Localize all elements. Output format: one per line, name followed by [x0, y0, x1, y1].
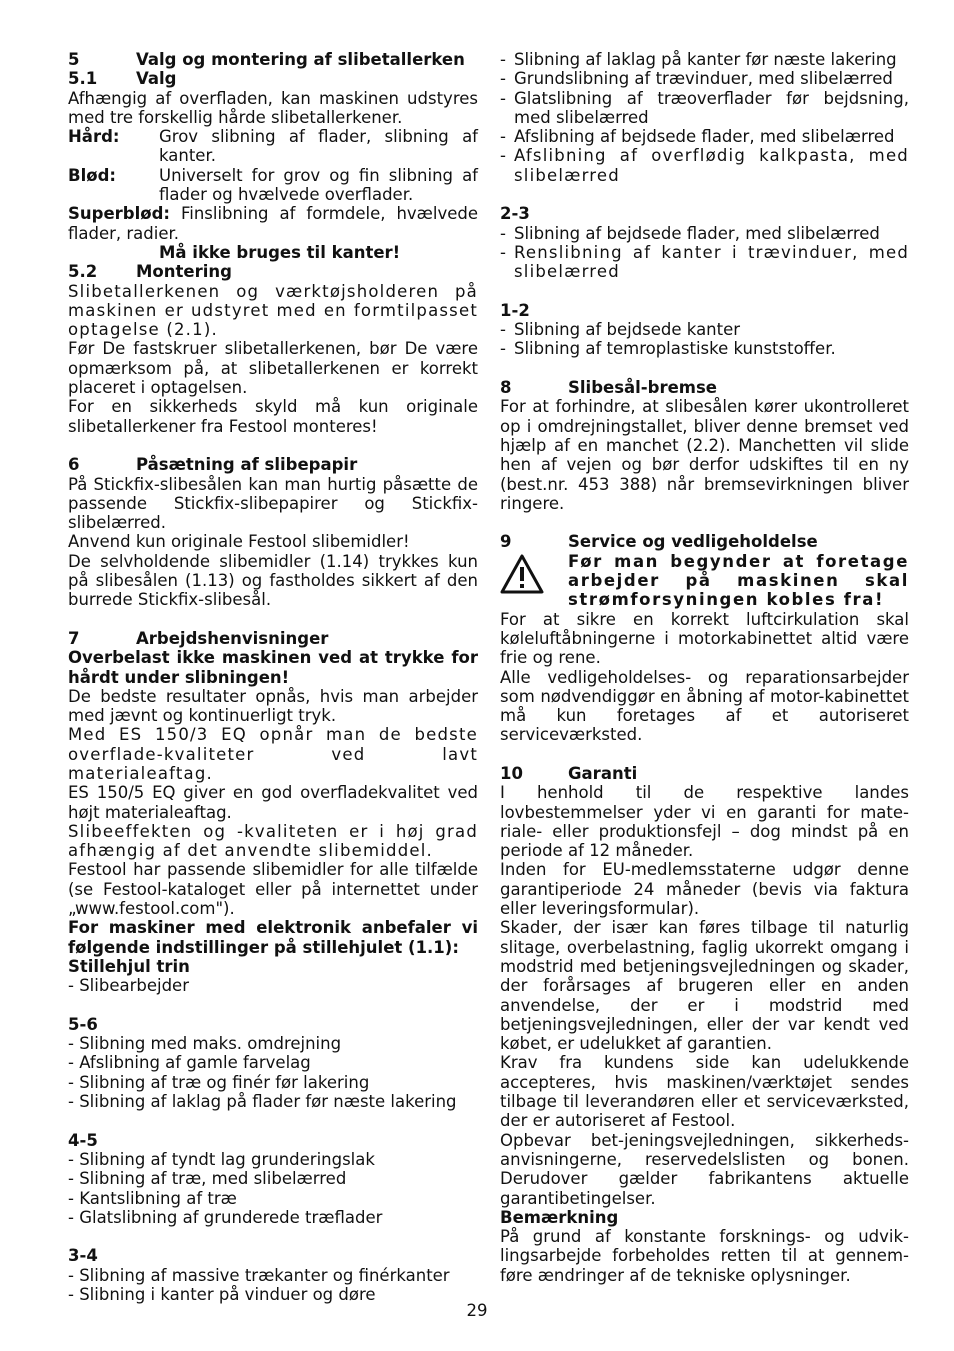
warning-block: [500, 552, 909, 610]
list-item: - Glatslibning af grunderede træflader: [68, 1207, 383, 1227]
definition-blod: [68, 166, 478, 205]
section-title: Slibesål-bremse: [568, 378, 717, 398]
section-number: 5.2: [68, 262, 98, 282]
paragraph: Afhængig af overfladen, kan maskinen udstyres med tre forskellig hårde slibetallerkener.: [68, 88, 478, 127]
page-number: 29: [466, 1301, 488, 1320]
definition: Finslibning af formdele, hvælvede flader, radier.: [68, 204, 478, 243]
section-number: 9: [500, 532, 512, 552]
definition: Grov slibning af flader, slibning af kanter.: [159, 127, 478, 166]
group-title: 1-2: [500, 300, 530, 320]
list-item: - Slibning af tyndt lag grunderingslak: [68, 1149, 375, 1169]
section-5-1-heading: [68, 69, 478, 88]
warning-text: Før man begynder at foretage arbejder på maskinen skal strømforsyningen kobles fra!: [568, 551, 909, 610]
group-title: 3-4: [68, 1246, 98, 1266]
paragraph: De selvholdende slibemidler (1.14) trykkes kun på slibesålen (1.13) og fastholdes sikkert af den burrede Stickfix-slibesål.: [68, 551, 478, 610]
left-column: [68, 50, 478, 1304]
warning-triangle-icon: [500, 552, 568, 610]
paragraph: ES 150/5 EQ giver en god overfladekvalitet ved højt materialeaftag.: [68, 783, 478, 822]
section-6-heading: [68, 455, 478, 474]
paragraph: Inden for EU-medlemsstaterne udgør denne garantiperiode 24 måneder (bevis via faktura eller leveringsformular).: [500, 860, 909, 919]
list-item: - Slibning af laklag på kanter før næste lakering: [500, 50, 909, 69]
list-item: - Slibning af bejdsede kanter: [500, 320, 909, 339]
paragraph: Før De fastskruer slibetallerkenen, bør De være opmærksom på, at slibetallerkenen er korrekt placeret i optagelsen.: [68, 339, 478, 398]
list-item: - Afslibning af gamle farvelag: [68, 1053, 311, 1073]
section-number: 8: [500, 378, 512, 398]
list-item-text: Afslibning af bejdsede flader, med slibelærred: [514, 127, 895, 147]
list-item: - Slibning af temroplastiske kunststoffer.: [500, 339, 909, 358]
section-title: Montering: [136, 262, 232, 282]
list-item: - Renslibning af kanter i trævinduer, med slibelærred: [500, 242, 909, 282]
paragraph: Alle vedligeholdelses- og reparationsarbejder som nødvendiggør en åbning af motor-kabinettet må kun foretages af et autoriseret serviceværksted.: [500, 667, 909, 745]
list-item-text: Slibning af temroplastiske kunststoffer.: [514, 339, 836, 359]
group-title: 5-6: [68, 1014, 98, 1034]
group-title: 4-5: [68, 1130, 98, 1150]
section-8-heading: [500, 378, 909, 397]
section-number: 5: [68, 50, 80, 69]
right-column: [500, 50, 909, 1285]
list-item: - Glatslibning af træoverflader før bejdsning, med slibelærred: [500, 88, 909, 127]
section-title: Valg og montering af slibetallerken: [136, 50, 465, 69]
list-item-text: Glatslibning af træoverflader før bejdsning, med slibelærred: [514, 88, 909, 127]
list-item: - Slibning i kanter på vinduer og døre: [68, 1285, 376, 1304]
bold-warning: Overbelast ikke maskinen ved at trykke for hårdt under slibningen!: [68, 648, 478, 687]
section-9-heading: [500, 532, 909, 551]
paragraph: For at forhindre, at slibesålen kører ukontrolleret op i omdrejningstallet, bliver denne bremset ved hjælp af en manchet (2.2). Manchetten vil slide hen af vejen og bør derfor udskiftes til en ny (best.nr. 453 388) når bremsevirkningen bliver ringere.: [500, 397, 909, 513]
list-item: - Slibning af træ, med slibelærred: [68, 1169, 347, 1189]
list-item: - Slibning med maks. omdrejning: [68, 1034, 342, 1054]
paragraph: Slibeeffekten og -kvaliteten er i høj grad afhængig af det anvendte slibemiddel.: [68, 821, 478, 861]
definition: Universelt for grov og fin slibning af flader og hvælvede overflader.: [159, 165, 478, 205]
list-item: - Grundslibning af trævinduer, med slibelærred: [500, 69, 909, 88]
list-item: - Afslibning af bejdsede flader, med slibelærred: [500, 127, 909, 146]
section-number: 6: [68, 455, 80, 475]
bold-paragraph: Stillehjul trin: [68, 956, 190, 976]
section-title: Påsætning af slibepapir: [136, 455, 358, 475]
paragraph: Krav fra kundens side kan udelukkende accepteres, hvis maskinen/værktøjet sendes tilbage til leverandøren eller et serviceværksted, der er autoriseret af Festool.: [500, 1053, 909, 1131]
warning-note: Må ikke bruges til kanter!: [159, 242, 401, 262]
section-number: 7: [68, 628, 80, 648]
paragraph: Med ES 150/3 EQ opnår man de bedste overflade-kvaliteter ved lavt materialeaftag.: [68, 725, 478, 783]
paragraph: Slibetallerkenen og værktøjsholderen på maskinen er udstyret med en formtilpasset optagelse (2.1).: [68, 281, 478, 340]
list-item-text: Afslibning af overflødig kalkpasta, med slibelærred: [514, 146, 909, 185]
list-item: - Slibning af massive trækanter og finérkanter: [68, 1265, 450, 1285]
group-title: 2-3: [500, 204, 530, 224]
section-7-heading: [68, 629, 478, 648]
term: Blød:: [68, 165, 116, 185]
definition-superblod: [68, 204, 478, 243]
paragraph: De bedste resultater opnås, hvis man arbejder med jævnt og kontinuerligt tryk.: [68, 686, 478, 726]
list-item-text: Renslibning af kanter i trævinduer, med slibelærred: [514, 242, 909, 282]
section-number: 5.1: [68, 69, 98, 89]
definition-hard: [68, 127, 478, 166]
term: Superblød:: [68, 204, 170, 224]
list-item: - Slibearbejder: [68, 976, 189, 996]
paragraph: For en sikkerheds skyld må kun originale slibetallerkener fra Festool monteres!: [68, 397, 478, 436]
section-title: Arbejdshenvisninger: [136, 628, 329, 648]
paragraph: På Stickfix-slibesålen kan man hurtig påsætte de passende Stickfix-slibepapirer og Stickfix-slibelærred.: [68, 474, 478, 533]
paragraph: Opbevar bet-jeningsvejledningen, sikkerheds-anvisningerne, reservedelslisten og bonen. Derudover gælder fabrikantens aktuelle garantibetingelser.: [500, 1130, 909, 1208]
paragraph: Anvend kun originale Festool slibemidler!: [68, 532, 410, 552]
list-item-text: Slibning af bejdsede flader, med slibelærred: [514, 223, 880, 243]
bold-paragraph: For maskiner med elektronik anbefaler vi følgende indstillinger på stillehjulet (1.1):: [68, 918, 478, 957]
paragraph: På grund af konstante forsknings- og udvik-lingsarbejde forbeholdes retten til at gennem-føre ændringer af de tekniske oplysninger.: [500, 1227, 909, 1285]
list-item: - Afslibning af overflødig kalkpasta, med slibelærred: [500, 146, 909, 185]
note-title: Bemærkning: [500, 1207, 619, 1227]
section-10-heading: [500, 764, 909, 783]
list-item-text: Grundslibning af trævinduer, med slibelærred: [514, 69, 893, 89]
section-title: Valg: [136, 69, 177, 89]
section-5-heading: [68, 50, 478, 69]
paragraph: I henhold til de respektive landes lovbestemmelser yder vi en garanti for mate-riale- eller produktionsfejl – dog mindst på en periode af 12 måneder.: [500, 783, 909, 861]
section-5-2-heading: [68, 262, 478, 281]
list-item: - Slibning af træ og finér før lakering: [68, 1072, 370, 1092]
list-item: - Slibning af bejdsede flader, med slibelærred: [500, 224, 909, 243]
list-item-text: Slibning af laklag på kanter før næste lakering: [514, 50, 897, 69]
section-title: Garanti: [568, 763, 638, 783]
list-item: - Slibning af laklag på flader før næste lakering: [68, 1092, 457, 1112]
section-number: 10: [500, 763, 523, 783]
paragraph: Festool har passende slibemidler for alle tilfælde (se Festool-kataloget eller på internettet under „www.festool.com").: [68, 860, 478, 919]
section-title: Service og vedligeholdelse: [568, 532, 818, 552]
list-item: - Kantslibning af træ: [68, 1188, 237, 1208]
list-item-text: Slibning af bejdsede kanter: [514, 320, 741, 340]
term: Hård:: [68, 127, 120, 147]
paragraph: Skader, der især kan føres tilbage til naturlig slitage, overbelastning, faglig ukorrekt omgang i modstrid med betjeningsvejledningen og skader, der forårsages af brugeren eller en anden anvendelse, der er i modstrid med betjeningsvejledningen, eller der var kendt ved købet, er udelukket af garantien.: [500, 918, 909, 1054]
paragraph: For at sikre en korrekt luftcirkulation skal køleluftåbningerne i motorkabinettet altid være frie og rene.: [500, 609, 909, 668]
